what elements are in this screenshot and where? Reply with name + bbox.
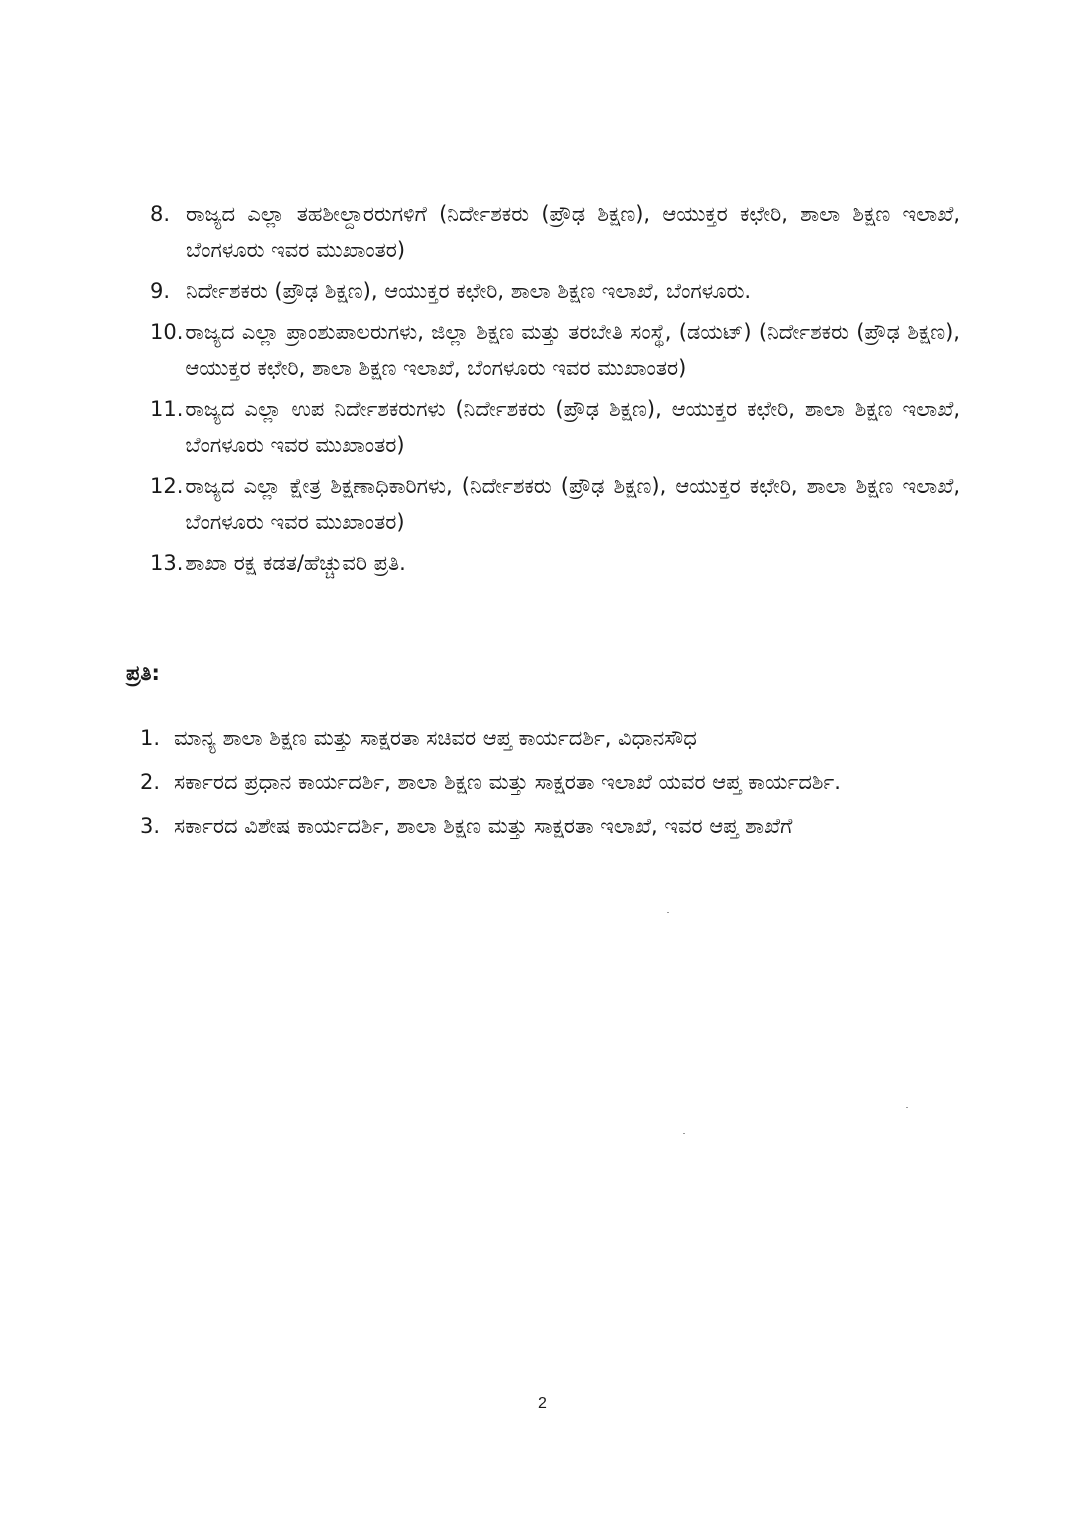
list-item xyxy=(150,545,960,581)
list-item-text: ರಾಜ್ಯದ ಎಲ್ಲಾ ಕ್ಷೇತ್ರ ಶಿಕ್ಷಣಾಧಿಕಾರಿಗಳು, (ನಿರ್ದೇಶಕರು (ಪ್ರೌಢ ಶಿಕ್ಷಣ), ಆಯುಕ್ತರ ಕಛೇರಿ, ಶಾಲಾ ಶಿಕ್ಷಣ ಇಲಾಖೆ, ಬೆಂಗಳೂರು ಇವರ ಮುಖಾಂತರ) xyxy=(185,474,960,534)
list-item-text: ಮಾನ್ಯ ಶಾಲಾ ಶಿಕ್ಷಣ ಮತ್ತು ಸಾಕ್ಷರತಾ ಸಚಿವರ ಆಪ್ತ ಕಾರ್ಯದರ್ಶಿ, ವಿಧಾನಸೌಧ xyxy=(174,726,697,750)
list-item-number: 2. xyxy=(140,770,161,794)
list-item-text: ರಾಜ್ಯದ ಎಲ್ಲಾ ತಹಶೀಲ್ದಾರರುಗಳಿಗೆ (ನಿರ್ದೇಶಕರು (ಪ್ರೌಢ ಶಿಕ್ಷಣ), ಆಯುಕ್ತರ ಕಛೇರಿ, ಶಾಲಾ ಶಿಕ್ಷಣ ಇಲಾಖೆ, ಬೆಂಗಳೂರು ಇವರ ಮುಖಾಂತರ) xyxy=(186,202,960,262)
distribution-list xyxy=(150,196,960,586)
copy-list xyxy=(140,720,960,852)
list-item-number: 12. xyxy=(150,474,184,498)
list-item-number: 3. xyxy=(140,814,161,838)
list-item xyxy=(150,273,960,309)
list-item xyxy=(150,468,960,540)
scan-speck xyxy=(683,1133,685,1134)
list-item-text: ನಿರ್ದೇಶಕರು (ಪ್ರೌಢ ಶಿಕ್ಷಣ), ಆಯುಕ್ತರ ಕಛೇರಿ, ಶಾಲಾ ಶಿಕ್ಷಣ ಇಲಾಖೆ, ಬೆಂಗಳೂರು. xyxy=(186,279,752,303)
page-number: 2 xyxy=(538,1395,547,1412)
list-item-number: 9. xyxy=(150,279,171,303)
list-item xyxy=(140,720,960,756)
list-item-number: 1. xyxy=(140,726,161,750)
list-item-text: ರಾಜ್ಯದ ಎಲ್ಲಾ ಉಪ ನಿರ್ದೇಶಕರುಗಳು (ನಿರ್ದೇಶಕರು (ಪ್ರೌಢ ಶಿಕ್ಷಣ), ಆಯುಕ್ತರ ಕಛೇರಿ, ಶಾಲಾ ಶಿಕ್ಷಣ ಇಲಾಖೆ, ಬೆಂಗಳೂರು ಇವರ ಮುಖಾಂತರ) xyxy=(185,397,960,457)
list-item xyxy=(150,196,960,268)
list-item xyxy=(140,808,960,844)
list-item-text: ಶಾಖಾ ರಕ್ಷ ಕಡತ/ಹೆಚ್ಚುವರಿ ಪ್ರತಿ. xyxy=(185,551,406,575)
list-item-text: ಸರ್ಕಾರದ ವಿಶೇಷ ಕಾರ್ಯದರ್ಶಿ, ಶಾಲಾ ಶಿಕ್ಷಣ ಮತ್ತು ಸಾಕ್ಷರತಾ ಇಲಾಖೆ, ಇವರ ಆಪ್ತ ಶಾಖೆಗೆ xyxy=(174,814,793,838)
copy-heading: ಪ್ರತಿ: xyxy=(126,661,160,685)
list-item-number: 10. xyxy=(150,320,184,344)
list-item xyxy=(150,391,960,463)
scan-speck xyxy=(667,912,669,913)
list-item-text: ರಾಜ್ಯದ ಎಲ್ಲಾ ಪ್ರಾಂಶುಪಾಲರುಗಳು, ಜಿಲ್ಲಾ ಶಿಕ್ಷಣ ಮತ್ತು ತರಬೇತಿ ಸಂಸ್ಥೆ, (ಡಯಟ್) (ನಿರ್ದೇಶಕರು (ಪ್ರೌಢ ಶಿಕ್ಷಣ), ಆಯುಕ್ತರ ಕಛೇರಿ, ಶಾಲಾ ಶಿಕ್ಷಣ ಇಲಾಖೆ, ಬೆಂಗಳೂರು ಇವರ ಮುಖಾಂತರ) xyxy=(185,320,960,380)
scan-speck xyxy=(906,1107,908,1108)
list-item-number: 8. xyxy=(150,202,171,226)
list-item xyxy=(150,314,960,386)
list-item-number: 11. xyxy=(150,397,184,421)
list-item-number: 13. xyxy=(150,551,184,575)
list-item xyxy=(140,764,960,800)
list-item-text: ಸರ್ಕಾರದ ಪ್ರಧಾನ ಕಾರ್ಯದರ್ಶಿ, ಶಾಲಾ ಶಿಕ್ಷಣ ಮತ್ತು ಸಾಕ್ಷರತಾ ಇಲಾಖೆ ಯವರ ಆಪ್ತ ಕಾರ್ಯದರ್ಶಿ. xyxy=(174,770,841,794)
